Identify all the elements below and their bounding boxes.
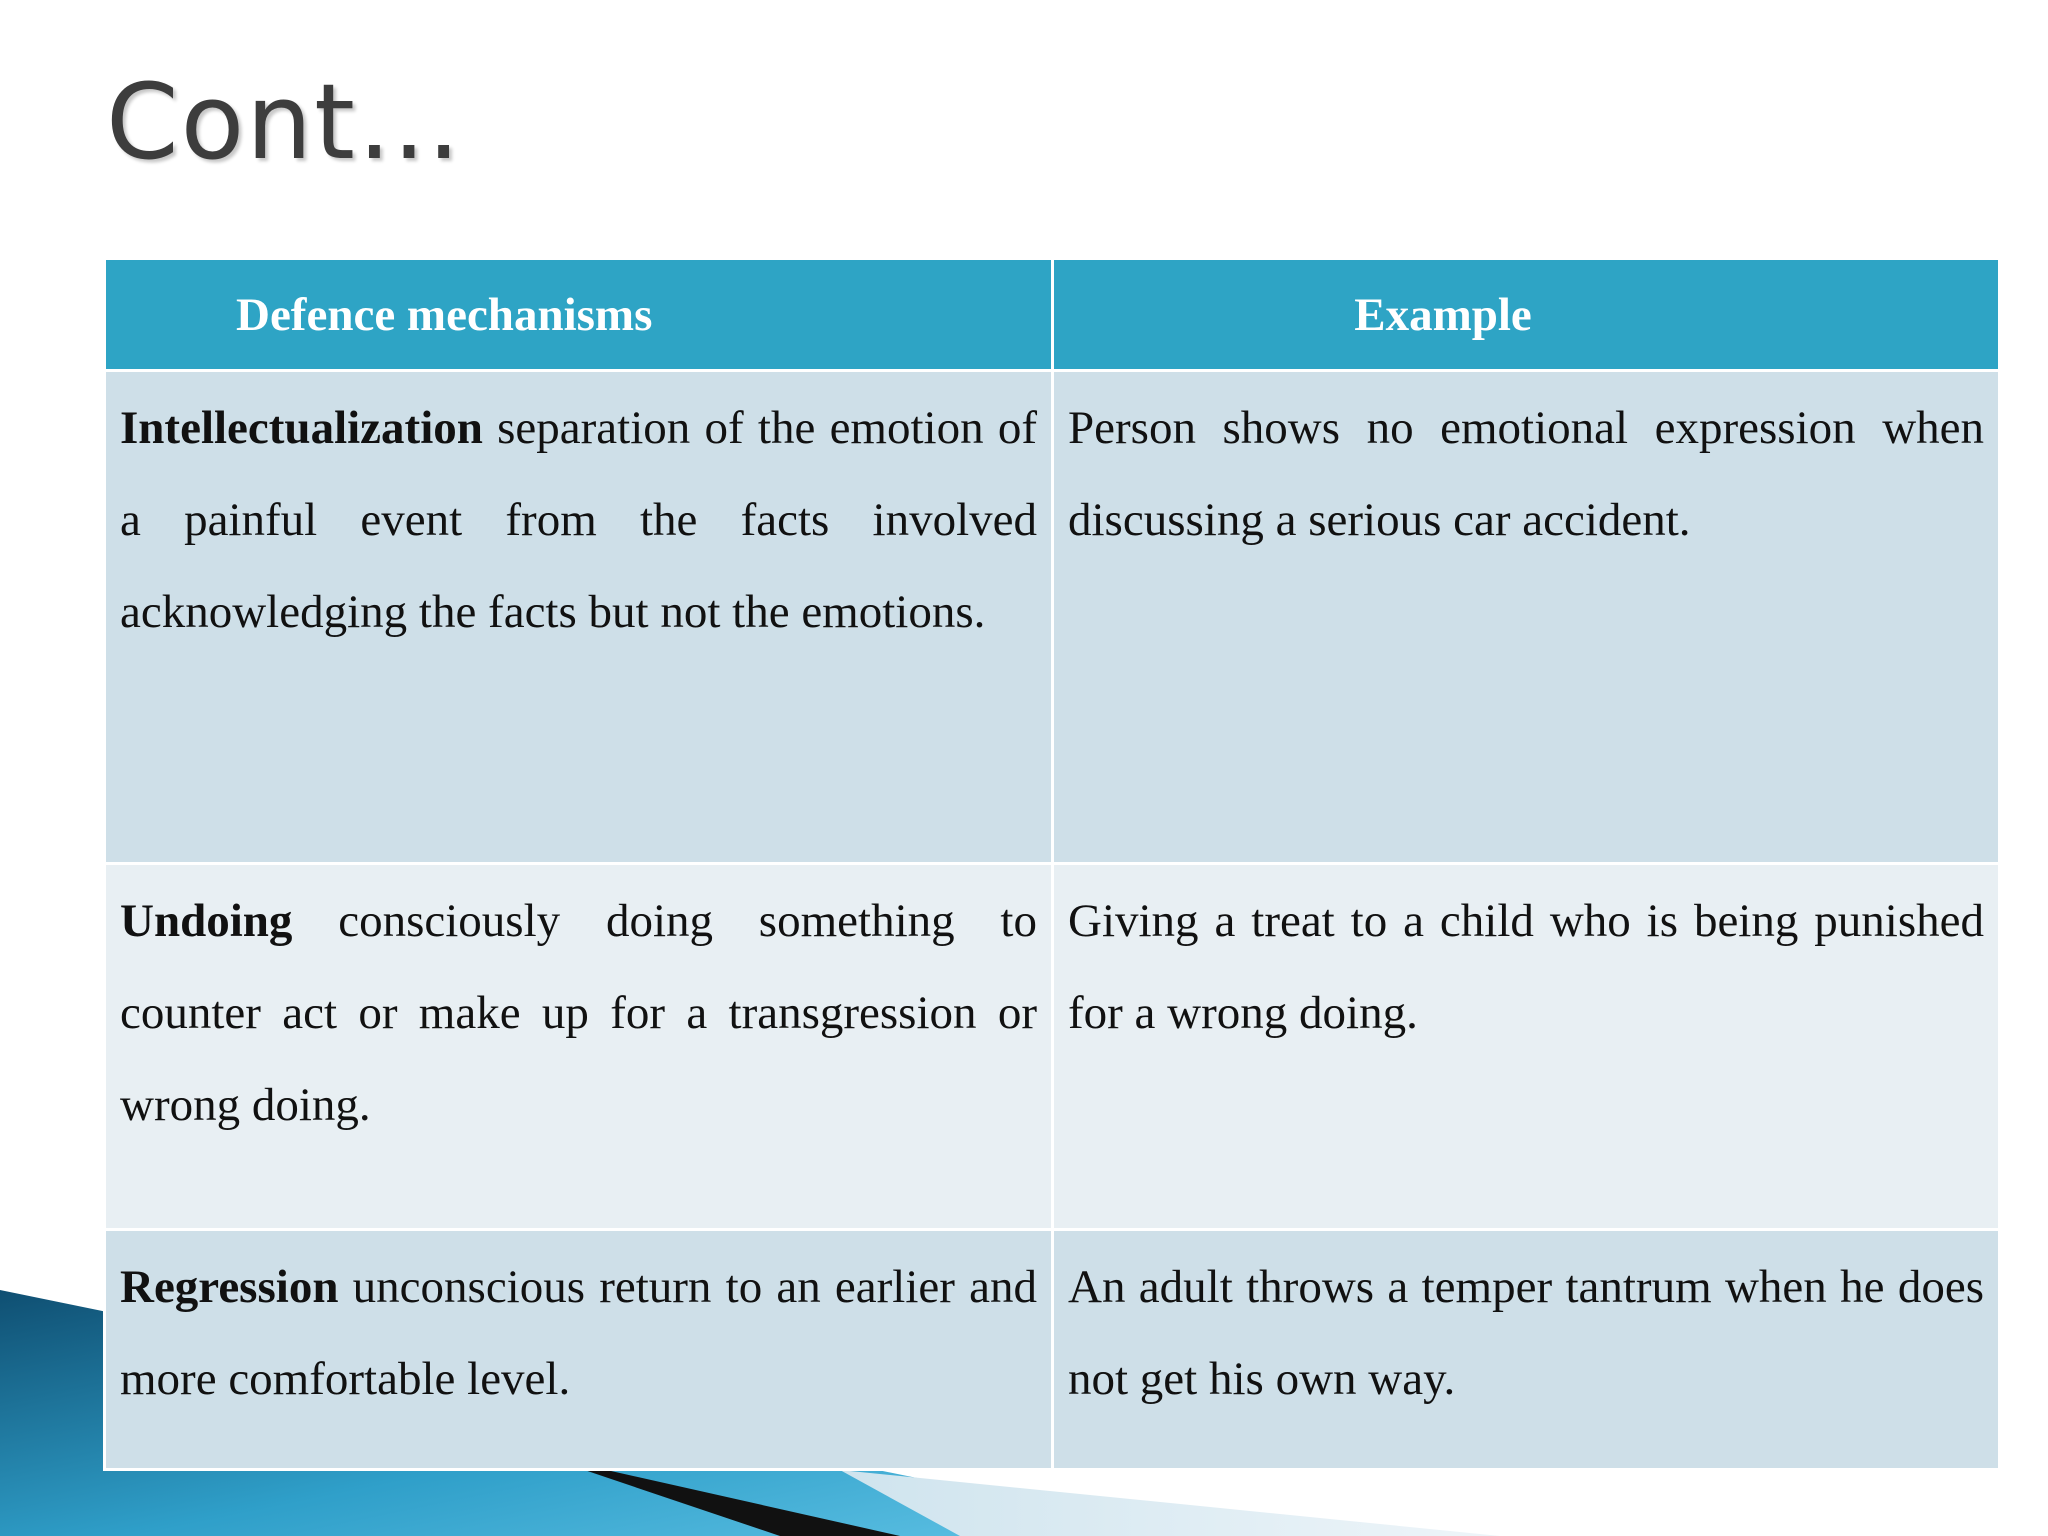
table-row [105, 371, 2000, 864]
table-row [105, 1230, 2000, 1470]
example-cell: Person shows no emotional expression when discussing a serious car accident. [1053, 371, 2000, 864]
mechanism-cell [105, 371, 1053, 864]
header-defence-mechanisms: Defence mechanisms [105, 259, 1053, 371]
table-row [105, 864, 2000, 1230]
mechanism-term: Regression [120, 1261, 339, 1313]
table-header-row [105, 259, 2000, 371]
example-cell: Giving a treat to a child who is being punished for a wrong doing. [1053, 864, 2000, 1230]
mechanism-term: Undoing [120, 895, 293, 947]
mechanism-term: Intellectualization [120, 402, 483, 454]
defence-mechanisms-table [103, 257, 2001, 1471]
mechanism-definition: unconscious return to an earlier and more comfortable level. [120, 1261, 1037, 1405]
mechanism-cell [105, 1230, 1053, 1470]
header-example: Example [1053, 259, 2000, 371]
mechanism-cell [105, 864, 1053, 1230]
slide-title: Cont… [106, 61, 463, 183]
mechanism-definition: consciously doing something to counter act or make up for a transgression or wrong doing. [120, 895, 1037, 1131]
mechanism-definition: separation of the emotion of a painful event from the facts involved acknowledging the facts but not the emotions. [120, 402, 1037, 638]
example-cell: An adult throws a temper tantrum when he does not get his own way. [1053, 1230, 2000, 1470]
